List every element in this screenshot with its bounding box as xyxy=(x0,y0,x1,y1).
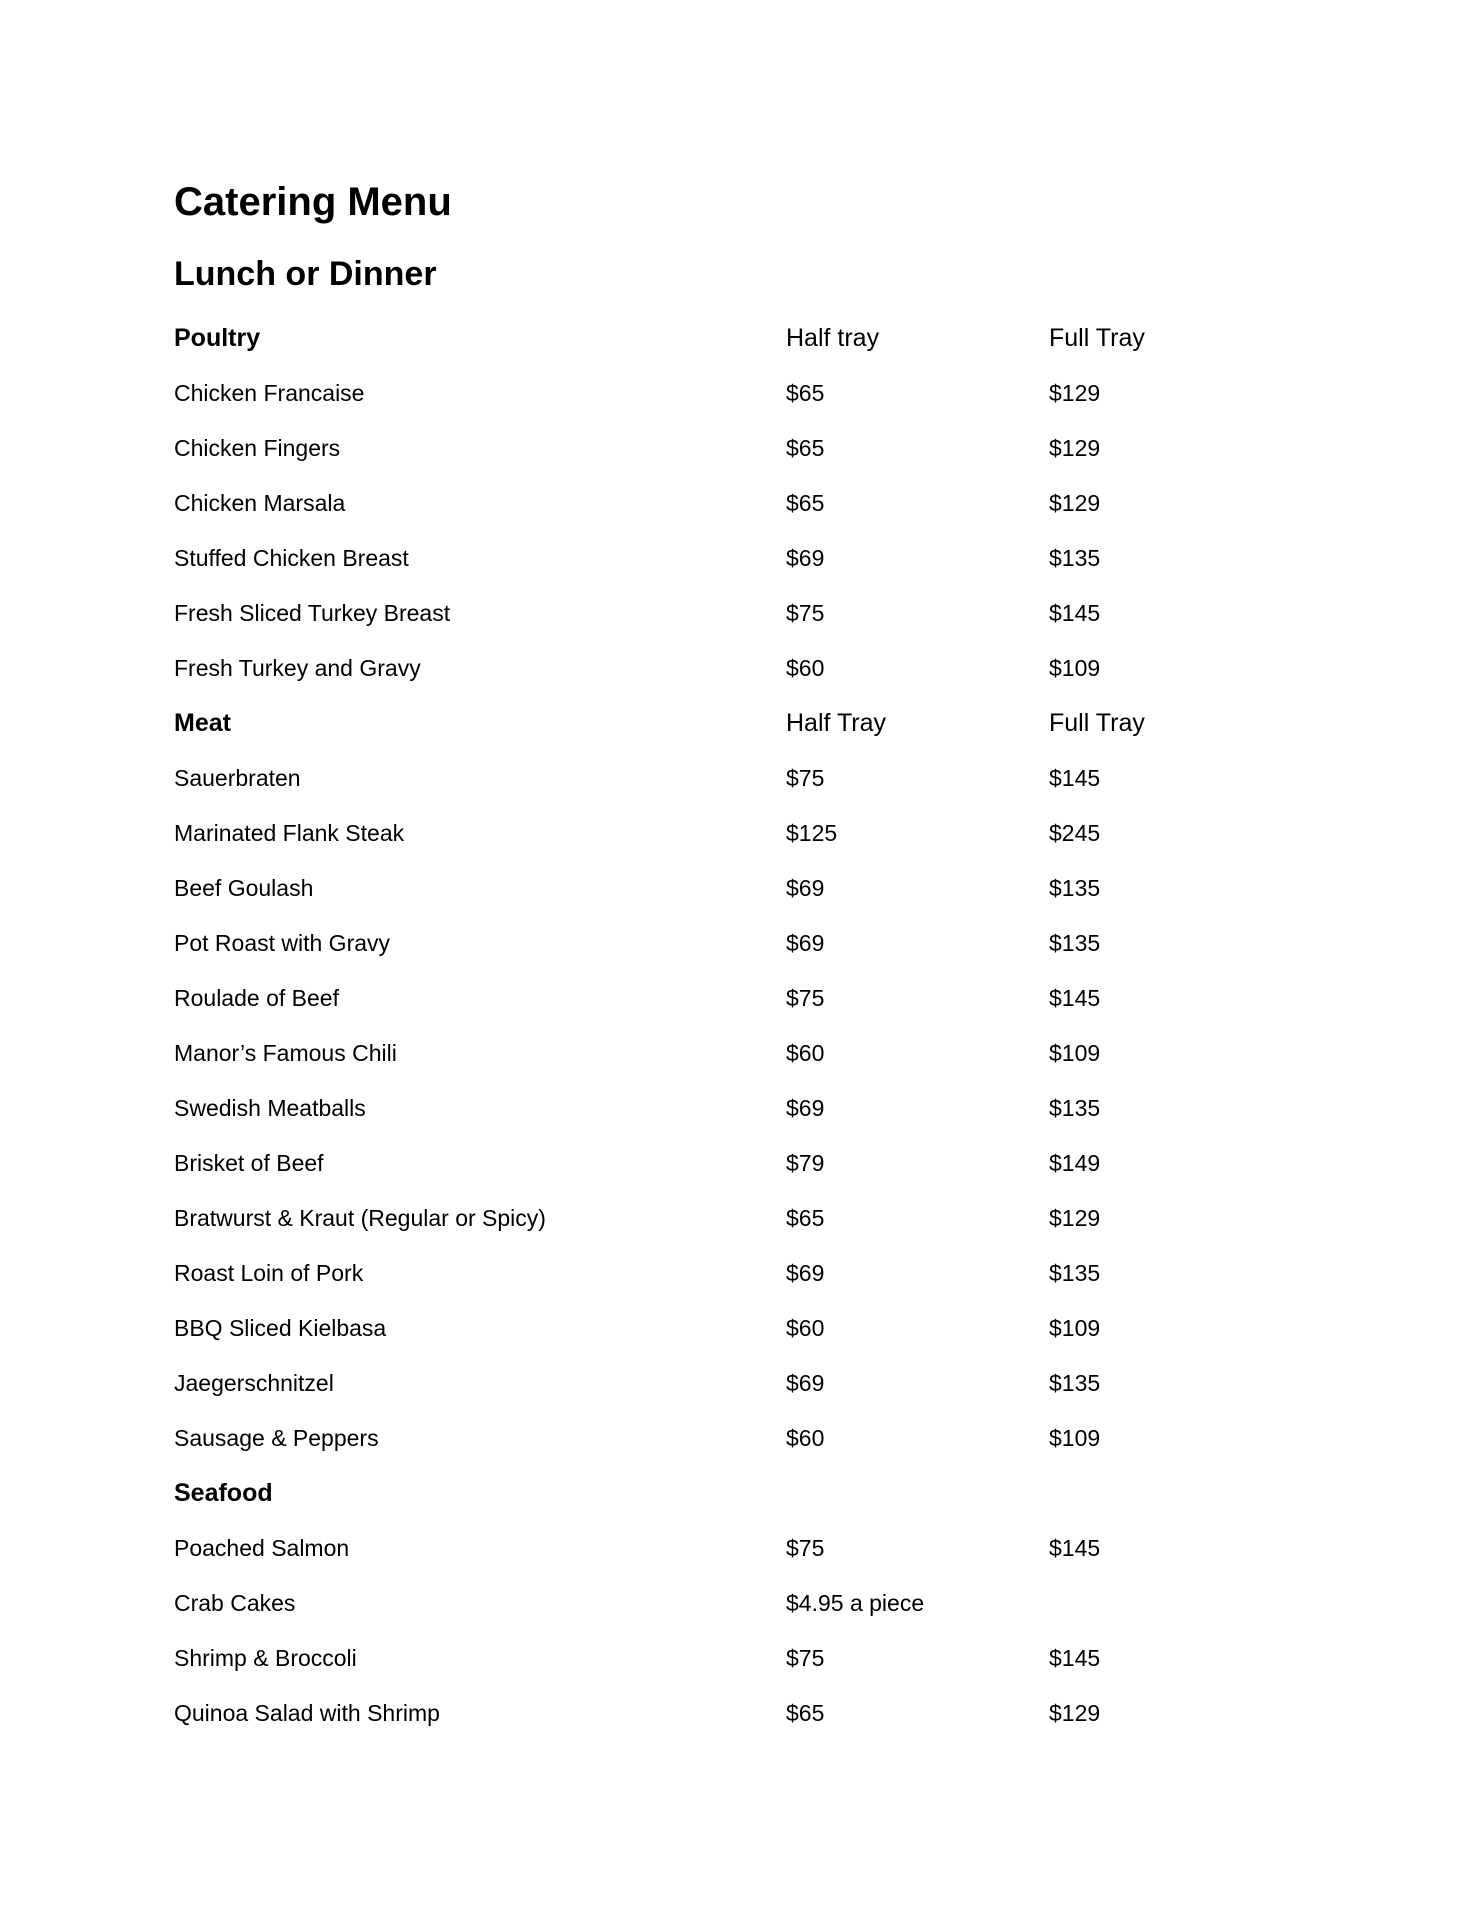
half-tray-label: Half Tray xyxy=(786,709,887,737)
full-tray-price: $129 xyxy=(1049,1205,1101,1231)
menu-item xyxy=(174,593,1324,648)
menu-item xyxy=(174,923,1324,978)
item-name: Quinoa Salad with Shrimp xyxy=(174,1700,440,1726)
half-tray-price: $69 xyxy=(786,1095,825,1121)
menu-item xyxy=(174,428,1324,483)
half-tray-price: $65 xyxy=(786,490,825,516)
item-name: Bratwurst & Kraut (Regular or Spicy) xyxy=(174,1205,546,1231)
menu-item xyxy=(174,373,1324,428)
full-tray-price: $145 xyxy=(1049,1535,1101,1561)
item-name: Sausage & Peppers xyxy=(174,1425,379,1451)
half-tray-price: $75 xyxy=(786,600,825,626)
item-name: Fresh Turkey and Gravy xyxy=(174,655,421,681)
menu-item xyxy=(174,1253,1324,1308)
menu-item xyxy=(174,1363,1324,1418)
full-tray-price: $109 xyxy=(1049,655,1101,681)
item-name: Sauerbraten xyxy=(174,765,301,791)
half-tray-price: $69 xyxy=(786,1260,825,1286)
half-tray-price: $69 xyxy=(786,930,825,956)
section-title: Meat xyxy=(174,709,231,737)
item-name: Brisket of Beef xyxy=(174,1150,324,1176)
section-title: Seafood xyxy=(174,1479,273,1507)
item-name: Chicken Fingers xyxy=(174,435,341,461)
menu-item xyxy=(174,1308,1324,1363)
menu-item xyxy=(174,868,1324,923)
full-tray-price: $135 xyxy=(1049,1260,1101,1286)
full-tray-price: $145 xyxy=(1049,765,1101,791)
menu-item xyxy=(174,1638,1324,1693)
full-tray-price: $109 xyxy=(1049,1425,1101,1451)
half-tray-price: $75 xyxy=(786,765,825,791)
full-tray-price: $135 xyxy=(1049,1370,1101,1396)
menu-item xyxy=(174,1528,1324,1583)
half-tray-price: $69 xyxy=(786,1370,825,1396)
half-tray-price: $65 xyxy=(786,380,825,406)
full-tray-price: $129 xyxy=(1049,435,1101,461)
menu-item xyxy=(174,1198,1324,1253)
full-tray-price: $149 xyxy=(1049,1150,1101,1176)
menu-item xyxy=(174,1583,1324,1638)
menu-item xyxy=(174,978,1324,1033)
item-name: Poached Salmon xyxy=(174,1535,350,1561)
half-tray-price: $4.95 a piece xyxy=(786,1590,925,1616)
item-name: Roast Loin of Pork xyxy=(174,1260,364,1286)
full-tray-price: $145 xyxy=(1049,985,1101,1011)
item-name: Stuffed Chicken Breast xyxy=(174,545,409,571)
half-tray-price: $75 xyxy=(786,1535,825,1561)
item-name: Pot Roast with Gravy xyxy=(174,930,391,956)
half-tray-price: $69 xyxy=(786,875,825,901)
page-subtitle: Lunch or Dinner xyxy=(174,255,437,293)
menu-item xyxy=(174,648,1324,703)
half-tray-price: $75 xyxy=(786,1645,825,1671)
half-tray-price: $75 xyxy=(786,985,825,1011)
item-name: Crab Cakes xyxy=(174,1590,296,1616)
half-tray-price: $65 xyxy=(786,1205,825,1231)
full-tray-price: $145 xyxy=(1049,600,1101,626)
section-title: Poultry xyxy=(174,324,261,352)
full-tray-price: $135 xyxy=(1049,875,1101,901)
menu-item xyxy=(174,1088,1324,1143)
half-tray-price: $69 xyxy=(786,545,825,571)
full-tray-label: Full Tray xyxy=(1049,709,1145,737)
item-name: Swedish Meatballs xyxy=(174,1095,366,1121)
section-header-seafood xyxy=(174,1473,1324,1528)
menu-item xyxy=(174,1143,1324,1198)
half-tray-price: $60 xyxy=(786,1040,825,1066)
menu-item xyxy=(174,813,1324,868)
page-title: Catering Menu xyxy=(174,180,452,224)
item-name: Chicken Francaise xyxy=(174,380,365,406)
half-tray-price: $65 xyxy=(786,435,825,461)
item-name: Fresh Sliced Turkey Breast xyxy=(174,600,451,626)
half-tray-price: $79 xyxy=(786,1150,825,1176)
full-tray-price: $135 xyxy=(1049,1095,1101,1121)
half-tray-price: $60 xyxy=(786,1425,825,1451)
full-tray-price: $109 xyxy=(1049,1315,1101,1341)
full-tray-price: $135 xyxy=(1049,930,1101,956)
item-name: Beef Goulash xyxy=(174,875,314,901)
full-tray-price: $109 xyxy=(1049,1040,1101,1066)
item-name: Jaegerschnitzel xyxy=(174,1370,334,1396)
item-name: Chicken Marsala xyxy=(174,490,346,516)
half-tray-price: $60 xyxy=(786,655,825,681)
full-tray-price: $129 xyxy=(1049,380,1101,406)
half-tray-price: $125 xyxy=(786,820,838,846)
menu-item xyxy=(174,1418,1324,1473)
menu-table xyxy=(174,318,1324,1748)
section-header-meat xyxy=(174,703,1324,758)
section-header-poultry xyxy=(174,318,1324,373)
full-tray-price: $129 xyxy=(1049,490,1101,516)
full-tray-price: $135 xyxy=(1049,545,1101,571)
menu-item xyxy=(174,538,1324,593)
half-tray-label: Half tray xyxy=(786,324,880,352)
full-tray-price: $129 xyxy=(1049,1700,1101,1726)
half-tray-price: $65 xyxy=(786,1700,825,1726)
half-tray-price: $60 xyxy=(786,1315,825,1341)
menu-item xyxy=(174,1693,1324,1748)
full-tray-price: $245 xyxy=(1049,820,1101,846)
item-name: Manor’s Famous Chili xyxy=(174,1040,397,1066)
item-name: BBQ Sliced Kielbasa xyxy=(174,1315,387,1341)
menu-item xyxy=(174,1033,1324,1088)
full-tray-label: Full Tray xyxy=(1049,324,1145,352)
item-name: Roulade of Beef xyxy=(174,985,339,1011)
item-name: Shrimp & Broccoli xyxy=(174,1645,357,1671)
menu-item xyxy=(174,483,1324,538)
item-name: Marinated Flank Steak xyxy=(174,820,405,846)
menu-item xyxy=(174,758,1324,813)
full-tray-price: $145 xyxy=(1049,1645,1101,1671)
